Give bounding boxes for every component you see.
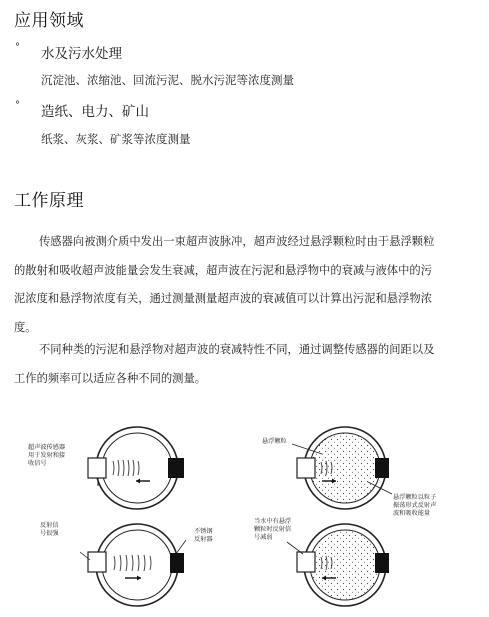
reflector-plate — [375, 553, 389, 573]
label-sensor: 超声波传感器 用于发射和接 收信号 — [28, 444, 66, 467]
principle-paragraph-2 — [14, 336, 480, 393]
transducer-right — [168, 458, 184, 478]
para2-line-2: 工作的频率可以适应各种不同的测量。 — [14, 371, 207, 385]
bullet-marker: ° — [15, 42, 20, 53]
principle-diagram — [0, 420, 489, 613]
para2-line-1: 不同种类的污泥和悬浮物对超声波的衰减特性不同，通过调整传感器的间距以及 — [39, 343, 435, 356]
bullet-detail-paper: 纸浆、灰浆、矿浆等浓度测量 — [41, 132, 191, 146]
transducer-left — [297, 552, 315, 572]
transducer-left — [88, 458, 106, 478]
transducer-left — [297, 458, 315, 478]
pipe-clean-bottom — [80, 524, 186, 606]
label-suspended-weak: 当水中有悬浮 颗粒时反射信 号减弱 — [254, 518, 292, 541]
pipe-particles-bottom — [287, 524, 389, 606]
bullet-title-water: 水及污水处理 — [41, 46, 122, 62]
label-reflected-strong: 反射信 号很强 — [40, 522, 59, 537]
para1-line-3: 泥浓度和悬浮物浓度有关，通过测量测量超声波的衰减值可以计算出污泥和悬浮物浓 — [14, 292, 432, 305]
section-title-principle: 工作原理 — [14, 191, 84, 211]
para1-line-4: 度。 — [14, 320, 37, 334]
pipe-clean-top — [88, 427, 184, 509]
label-reflector: 不锈钢 反射器 — [194, 528, 213, 543]
reflector-plate — [375, 458, 389, 478]
reflector-plate — [170, 553, 184, 573]
label-scatter: 悬浮颗粒以粒子 振荡形式反射声 波和吸收能量 — [393, 494, 437, 517]
bullet-title-paper: 造纸、电力、矿山 — [41, 104, 149, 120]
para1-line-1: 传感器向被测介质中发出一束超声波脉冲，超声波经过悬浮颗粒时由于悬浮颗粒 — [39, 235, 435, 248]
transducer-left — [88, 552, 106, 572]
para1-line-2: 的散射和吸收超声波能量会发生衰减，超声波在污泥和悬浮物中的衰减与液体中的污 — [14, 263, 432, 277]
label-particles: 悬浮颗粒 — [262, 438, 287, 445]
bullet-marker: ° — [15, 100, 20, 111]
bullet-detail-water: 沉淀池、浓缩池、回流污泥、脱水污泥等浓度测量 — [41, 73, 294, 87]
section-title-application: 应用领域 — [14, 11, 84, 31]
principle-paragraph-1 — [14, 228, 480, 342]
pipe-particles-top — [292, 427, 392, 509]
